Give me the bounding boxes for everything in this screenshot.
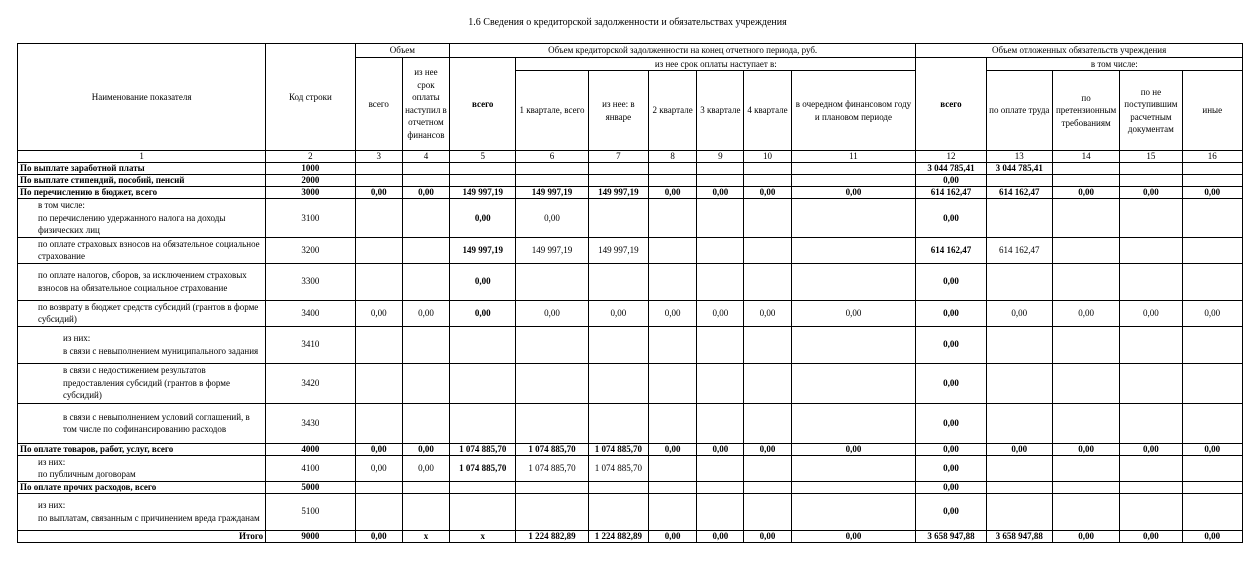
cell-value: 0,00 [1052, 530, 1119, 542]
cell-value: x [450, 530, 516, 542]
cell-value [697, 326, 744, 363]
cell-value: 0,00 [588, 300, 648, 326]
row-code: 5100 [266, 493, 355, 530]
header-code: Код строки [266, 44, 355, 151]
cell-value [1052, 263, 1119, 300]
cell-value [744, 237, 791, 263]
cell-value [450, 175, 516, 187]
cell-value [1052, 363, 1119, 403]
cell-value: 0,00 [916, 443, 986, 455]
column-number: 6 [516, 151, 588, 163]
column-numbers-row [18, 151, 1243, 163]
table-row [18, 187, 1243, 199]
row-code: 3400 [266, 300, 355, 326]
cell-value [402, 326, 449, 363]
cell-value: 0,00 [355, 530, 402, 542]
row-label: По оплате прочих расходов, всего [18, 481, 266, 493]
table-row [18, 481, 1243, 493]
cell-value: 0,00 [986, 300, 1052, 326]
cell-value [1120, 455, 1182, 481]
column-number: 16 [1182, 151, 1242, 163]
cell-value: 614 162,47 [916, 187, 986, 199]
column-number: 15 [1120, 151, 1182, 163]
cell-value: 0,00 [791, 187, 916, 199]
cell-value: 0,00 [355, 187, 402, 199]
cell-value [986, 363, 1052, 403]
cell-value: 149 997,19 [588, 187, 648, 199]
cell-value [791, 481, 916, 493]
row-label: из них: по выплатам, связанным с причинением вреда гражданам [18, 493, 266, 530]
cell-value [516, 481, 588, 493]
row-code: 3100 [266, 199, 355, 238]
cell-value [986, 175, 1052, 187]
cell-value [744, 163, 791, 175]
cell-value: 0,00 [1052, 443, 1119, 455]
cell-value [588, 403, 648, 443]
cell-value [1182, 455, 1242, 481]
header-q2: 2 квартале [649, 71, 697, 151]
cell-value [1182, 263, 1242, 300]
cell-value: 1 074 885,70 [450, 443, 516, 455]
cell-value: 0,00 [916, 175, 986, 187]
cell-value [516, 493, 588, 530]
cell-value [450, 493, 516, 530]
cell-value [402, 363, 449, 403]
row-label: по возврату в бюджет средств субсидий (грантов в форме субсидий) [18, 300, 266, 326]
cell-value: 0,00 [649, 443, 697, 455]
cell-value: 614 162,47 [986, 187, 1052, 199]
cell-value [791, 263, 916, 300]
header-name: Наименование показателя [18, 44, 266, 151]
cell-value [649, 455, 697, 481]
cell-value: 0,00 [516, 300, 588, 326]
cell-value [402, 403, 449, 443]
cell-value: 0,00 [986, 443, 1052, 455]
cell-value: 1 074 885,70 [588, 455, 648, 481]
row-code: 3300 [266, 263, 355, 300]
cell-value [986, 326, 1052, 363]
cell-value [355, 481, 402, 493]
cell-value [1120, 326, 1182, 363]
cell-value [588, 163, 648, 175]
table-row [18, 300, 1243, 326]
cell-value [986, 455, 1052, 481]
cell-value [744, 481, 791, 493]
cell-value [697, 263, 744, 300]
cell-value [744, 175, 791, 187]
cell-value: 0,00 [916, 481, 986, 493]
cell-value [355, 493, 402, 530]
page-title: 1.6 Сведения о кредиторской задолженности и обязательствах учреждения [468, 17, 787, 28]
column-number: 4 [402, 151, 449, 163]
header-q4: 4 квартале [744, 71, 791, 151]
cell-value [588, 481, 648, 493]
cell-value [402, 163, 449, 175]
cell-value [516, 326, 588, 363]
cell-value [1052, 493, 1119, 530]
cell-value [1052, 199, 1119, 238]
table-body [18, 163, 1243, 543]
cell-value [402, 493, 449, 530]
table-row [18, 403, 1243, 443]
column-number: 12 [916, 151, 986, 163]
cell-value [588, 493, 648, 530]
cell-value: 149 997,19 [516, 187, 588, 199]
cell-value: 0,00 [1182, 300, 1242, 326]
cell-value: 0,00 [402, 455, 449, 481]
row-code: 2000 [266, 175, 355, 187]
row-code: 5000 [266, 481, 355, 493]
header-payables-sub: из нее срок оплаты наступает в: [516, 57, 916, 71]
cell-value: 0,00 [450, 300, 516, 326]
header-volume: Объем [355, 44, 449, 58]
cell-value: 1 224 882,89 [588, 530, 648, 542]
cell-value [791, 199, 916, 238]
cell-value [355, 199, 402, 238]
header-q1: 1 квартале, всего [516, 71, 588, 151]
cell-value [588, 199, 648, 238]
cell-value [791, 403, 916, 443]
cell-value [1120, 237, 1182, 263]
cell-value [986, 481, 1052, 493]
header-volume-total: всего [355, 57, 402, 151]
cell-value: 614 162,47 [986, 237, 1052, 263]
cell-value [791, 326, 916, 363]
cell-value: 614 162,47 [916, 237, 986, 263]
cell-value: 0,00 [744, 300, 791, 326]
cell-value: 0,00 [649, 187, 697, 199]
table-row [18, 363, 1243, 403]
cell-value: 149 997,19 [450, 237, 516, 263]
cell-value [697, 175, 744, 187]
cell-value [1052, 175, 1119, 187]
cell-value: 3 044 785,41 [986, 163, 1052, 175]
column-number: 14 [1052, 151, 1119, 163]
cell-value [697, 199, 744, 238]
row-label: По оплате товаров, работ, услуг, всего [18, 443, 266, 455]
cell-value: 0,00 [697, 530, 744, 542]
table-row [18, 326, 1243, 363]
cell-value [1120, 199, 1182, 238]
cell-value [588, 326, 648, 363]
cell-value [1052, 163, 1119, 175]
column-number: 1 [18, 151, 266, 163]
header-payables-total: всего [450, 57, 516, 151]
cell-value [1120, 263, 1182, 300]
cell-value [697, 363, 744, 403]
cell-value: 0,00 [791, 443, 916, 455]
cell-value: 0,00 [649, 300, 697, 326]
row-label: в связи с невыполнением условий соглашений, в том числе по софинансированию расходов [18, 403, 266, 443]
cell-value [1182, 403, 1242, 443]
table-row [18, 199, 1243, 238]
cell-value [649, 326, 697, 363]
column-number: 13 [986, 151, 1052, 163]
cell-value: 0,00 [355, 455, 402, 481]
row-label: Итого [18, 530, 266, 542]
cell-value [649, 163, 697, 175]
cell-value [450, 403, 516, 443]
header-next-period: в очередном финансовом году и плановом периоде [791, 71, 916, 151]
cell-value [1052, 455, 1119, 481]
cell-value [402, 175, 449, 187]
cell-value: 0,00 [744, 530, 791, 542]
cell-value: 0,00 [697, 187, 744, 199]
cell-value: 0,00 [791, 300, 916, 326]
row-code: 3430 [266, 403, 355, 443]
table-row [18, 175, 1243, 187]
cell-value [791, 363, 916, 403]
header-jan: из нее: в январе [588, 71, 648, 151]
cell-value [355, 263, 402, 300]
cell-value: 1 074 885,70 [588, 443, 648, 455]
cell-value [744, 455, 791, 481]
cell-value [355, 237, 402, 263]
cell-value [1120, 363, 1182, 403]
cell-value: 0,00 [402, 300, 449, 326]
row-code: 4100 [266, 455, 355, 481]
cell-value: 0,00 [450, 263, 516, 300]
cell-value: 0,00 [649, 530, 697, 542]
cell-value [516, 363, 588, 403]
cell-value: 0,00 [1120, 530, 1182, 542]
cell-value [1052, 481, 1119, 493]
cell-value [649, 263, 697, 300]
cell-value: 0,00 [916, 363, 986, 403]
payables-table [17, 43, 1243, 543]
column-number: 8 [649, 151, 697, 163]
table-row [18, 263, 1243, 300]
table-row [18, 493, 1243, 530]
cell-value [402, 481, 449, 493]
cell-value: 0,00 [450, 199, 516, 238]
cell-value [986, 493, 1052, 530]
header-payables: Объем кредиторской задолженности на конец отчетного периода, руб. [450, 44, 916, 58]
cell-value: 1 074 885,70 [450, 455, 516, 481]
row-label: по оплате страховых взносов на обязательное социальное страхование [18, 237, 266, 263]
header-other: иные [1182, 71, 1242, 151]
table-row [18, 443, 1243, 455]
cell-value: 0,00 [916, 263, 986, 300]
cell-value [791, 237, 916, 263]
cell-value: 0,00 [697, 300, 744, 326]
cell-value: 0,00 [916, 199, 986, 238]
cell-value [355, 175, 402, 187]
cell-value [744, 403, 791, 443]
cell-value: 3 658 947,88 [986, 530, 1052, 542]
cell-value [588, 363, 648, 403]
cell-value [516, 175, 588, 187]
cell-value [986, 199, 1052, 238]
column-number: 9 [697, 151, 744, 163]
cell-value [649, 237, 697, 263]
table-row [18, 237, 1243, 263]
cell-value [791, 493, 916, 530]
cell-value: 0,00 [916, 326, 986, 363]
column-number: 5 [450, 151, 516, 163]
cell-value [450, 326, 516, 363]
cell-value [744, 263, 791, 300]
row-label: По выплате стипендий, пособий, пенсий [18, 175, 266, 187]
row-label: по оплате налогов, сборов, за исключением страховых взносов на обязательное социальное страхование [18, 263, 266, 300]
cell-value [402, 199, 449, 238]
cell-value [1120, 481, 1182, 493]
cell-value [516, 403, 588, 443]
column-number: 11 [791, 151, 916, 163]
cell-value [1120, 493, 1182, 530]
cell-value [1052, 403, 1119, 443]
cell-value: 0,00 [355, 443, 402, 455]
row-label: из них: по публичным договорам [18, 455, 266, 481]
row-code: 9000 [266, 530, 355, 542]
cell-value: 0,00 [1120, 300, 1182, 326]
cell-value [1182, 199, 1242, 238]
cell-value [588, 175, 648, 187]
cell-value: 0,00 [1182, 530, 1242, 542]
cell-value [450, 481, 516, 493]
cell-value [744, 199, 791, 238]
cell-value [1182, 175, 1242, 187]
cell-value: 149 997,19 [516, 237, 588, 263]
row-code: 3420 [266, 363, 355, 403]
table-row [18, 455, 1243, 481]
cell-value [697, 455, 744, 481]
cell-value: 0,00 [1120, 443, 1182, 455]
cell-value [649, 363, 697, 403]
column-number: 10 [744, 151, 791, 163]
cell-value [1182, 481, 1242, 493]
cell-value: 3 658 947,88 [916, 530, 986, 542]
cell-value [649, 481, 697, 493]
cell-value [744, 493, 791, 530]
cell-value: 0,00 [1182, 187, 1242, 199]
cell-value: 1 224 882,89 [516, 530, 588, 542]
cell-value [744, 326, 791, 363]
cell-value [1052, 326, 1119, 363]
cell-value: 149 997,19 [588, 237, 648, 263]
cell-value [1052, 237, 1119, 263]
cell-value [697, 163, 744, 175]
cell-value: 0,00 [744, 187, 791, 199]
cell-value: 0,00 [1120, 187, 1182, 199]
cell-value [516, 163, 588, 175]
cell-value [791, 455, 916, 481]
cell-value [1120, 163, 1182, 175]
row-code: 3410 [266, 326, 355, 363]
cell-value: 0,00 [355, 300, 402, 326]
cell-value: 1 074 885,70 [516, 443, 588, 455]
cell-value [355, 163, 402, 175]
cell-value [697, 493, 744, 530]
cell-value: 0,00 [1052, 187, 1119, 199]
row-code: 3000 [266, 187, 355, 199]
cell-value: 149 997,19 [450, 187, 516, 199]
table-row [18, 530, 1243, 542]
cell-value [402, 263, 449, 300]
cell-value: 0,00 [916, 493, 986, 530]
cell-value [744, 363, 791, 403]
cell-value [697, 237, 744, 263]
cell-value [649, 493, 697, 530]
cell-value [1182, 363, 1242, 403]
cell-value [1182, 163, 1242, 175]
row-code: 4000 [266, 443, 355, 455]
header-claims: по претензионным требованиям [1052, 71, 1119, 151]
cell-value: 0,00 [402, 443, 449, 455]
cell-value [649, 403, 697, 443]
cell-value [450, 163, 516, 175]
cell-value: 0,00 [791, 530, 916, 542]
cell-value [697, 481, 744, 493]
header-deferred-incl: в том числе: [986, 57, 1242, 71]
cell-value: 0,00 [916, 300, 986, 326]
cell-value [402, 237, 449, 263]
column-number: 7 [588, 151, 648, 163]
row-code: 3200 [266, 237, 355, 263]
cell-value [355, 326, 402, 363]
header-volume-due: из нее срок оплаты наступил в отчетном финансов [402, 57, 449, 151]
row-label: в связи с недостижением результатов предоставления субсидий (грантов в форме субсидий) [18, 363, 266, 403]
cell-value: 0,00 [1182, 443, 1242, 455]
cell-value [1120, 403, 1182, 443]
header-unreceived: по не поступившим расчетным документам [1120, 71, 1182, 151]
table-row [18, 163, 1243, 175]
header-deferred-total: всего [916, 57, 986, 151]
header-deferred: Объем отложенных обязательств учреждения [916, 44, 1243, 58]
row-label: из них: в связи с невыполнением муниципального задания [18, 326, 266, 363]
cell-value [1182, 237, 1242, 263]
cell-value: 0,00 [744, 443, 791, 455]
cell-value [1182, 326, 1242, 363]
cell-value [355, 403, 402, 443]
row-label: По выплате заработной платы [18, 163, 266, 175]
cell-value: 0,00 [916, 455, 986, 481]
cell-value [791, 163, 916, 175]
cell-value [1120, 175, 1182, 187]
cell-value: 0,00 [516, 199, 588, 238]
cell-value [649, 199, 697, 238]
cell-value [649, 175, 697, 187]
row-label: По перечислению в бюджет, всего [18, 187, 266, 199]
cell-value [697, 403, 744, 443]
cell-value: 0,00 [697, 443, 744, 455]
cell-value: 0,00 [1052, 300, 1119, 326]
row-label: в том числе: по перечислению удержанного налога на доходы физических лиц [18, 199, 266, 238]
cell-value [588, 263, 648, 300]
cell-value [516, 263, 588, 300]
cell-value [1182, 493, 1242, 530]
column-number: 3 [355, 151, 402, 163]
cell-value [986, 263, 1052, 300]
cell-value: 0,00 [916, 403, 986, 443]
cell-value: 0,00 [402, 187, 449, 199]
cell-value [355, 363, 402, 403]
cell-value: x [402, 530, 449, 542]
cell-value [450, 363, 516, 403]
header-q3: 3 квартале [697, 71, 744, 151]
cell-value: 1 074 885,70 [516, 455, 588, 481]
cell-value: 3 044 785,41 [916, 163, 986, 175]
row-code: 1000 [266, 163, 355, 175]
header-wages: по оплате труда [986, 71, 1052, 151]
cell-value [986, 403, 1052, 443]
column-number: 2 [266, 151, 355, 163]
cell-value [791, 175, 916, 187]
